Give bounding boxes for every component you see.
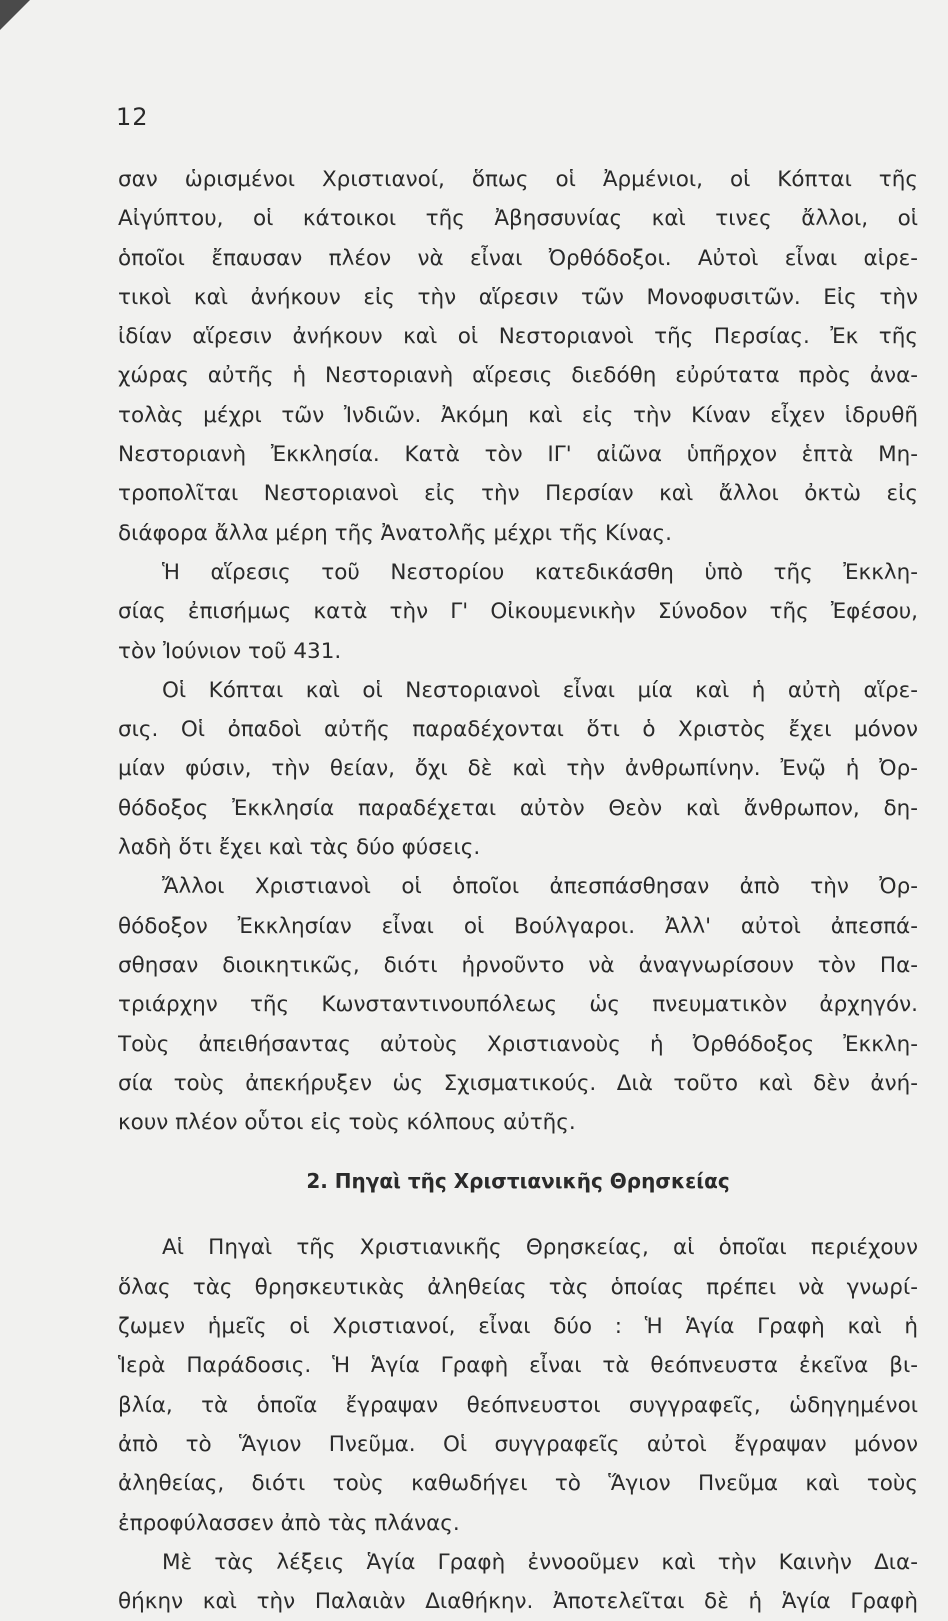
text-line: σθησαν διοικητικῶς, διότι ἠρνοῦντο νὰ ἀναγνωρίσουν τὸν Πα-: [118, 952, 918, 978]
text-line: Τοὺς ἀπειθήσαντας αὐτοὺς Χριστιανοὺς ἡ Ὀρθόδοξος Ἐκκλη-: [118, 1031, 918, 1057]
text-line: σίας ἐπισήμως κατὰ τὴν Γ' Οἰκουμενικὴν Σύνοδον τῆς Ἐφέσου,: [118, 599, 918, 625]
body-text-section-1: [118, 160, 918, 1142]
text-line: ἰδίαν αἵρεσιν ἀνήκουν καὶ οἱ Νεστοριανοὶ τῆς Περσίας. Ἐκ τῆς: [118, 324, 918, 350]
text-line: σαν ὡρισμένοι Χριστιανοί, ὅπως οἱ Ἀρμένιοι, οἱ Κόπται τῆς: [118, 167, 918, 192]
text-line: ὁποῖοι ἔπαυσαν πλέον νὰ εἶναι Ὀρθόδοξοι. Αὐτοὶ εἶναι αἱρε-: [118, 245, 918, 271]
text-line: Αἱ Πηγαὶ τῆς Χριστιανικῆς Θρησκείας, αἱ ὁποῖαι περιέχουν: [162, 1235, 918, 1261]
text-line: τριάρχην τῆς Κωνσταντινουπόλεως ὡς πνευματικὸν ἀρχηγόν.: [118, 992, 918, 1018]
text-line: τολὰς μέχρι τῶν Ἰνδιῶν. Ἀκόμη καὶ εἰς τὴν Κίναν εἶχεν ἱδρυθῆ: [118, 402, 918, 428]
text-line: Νεστοριανὴ Ἐκκλησία. Κατὰ τὸν ΙΓ' αἰῶνα ὑπῆρχον ἑπτὰ Μη-: [118, 442, 918, 468]
text-line: ζωμεν ἡμεῖς οἱ Χριστιανοί, εἶναι δύο : Ἡ Ἁγία Γραφὴ καὶ ἡ: [118, 1314, 918, 1340]
text-line: Ἄλλοι Χριστιανοὶ οἱ ὁποῖοι ἀπεσπάσθησαν ἀπὸ τὴν Ὀρ-: [162, 874, 918, 900]
text-line: ἐπροφύλασσεν ἀπὸ τὰς πλάνας.: [118, 1510, 460, 1536]
text-line: θόδοξος Ἐκκλησία παραδέχεται αὐτὸν Θεὸν καὶ ἄνθρωπον, δη-: [118, 795, 918, 821]
text-line: ὅλας τὰς θρησκευτικὰς ἀληθείας τὰς ὁποίας πρέπει νὰ γνωρί-: [118, 1274, 918, 1300]
text-line: ἀπὸ τὸ Ἅγιον Πνεῦμα. Οἱ συγγραφεῖς αὐτοὶ ἔγραψαν μόνον: [118, 1431, 918, 1457]
text-line: λαδὴ ὅτι ἔχει καὶ τὰς δύο φύσεις.: [118, 835, 481, 861]
text-line: τικοὶ καὶ ἀνήκουν εἰς τὴν αἵρεσιν τῶν Μονοφυσιτῶν. Εἰς τὴν: [118, 284, 918, 310]
text-line: ἀληθείας, διότι τοὺς καθωδήγει τὸ Ἅγιον Πνεῦμα καὶ τοὺς: [118, 1471, 918, 1497]
text-line: μίαν φύσιν, τὴν θείαν, ὄχι δὲ καὶ τὴν ἀνθρωπίνην. Ἐνῷ ἡ Ὀρ-: [118, 756, 918, 782]
text-line: διάφορα ἄλλα μέρη τῆς Ἀνατολῆς μέχρι τῆς Κίνας.: [118, 520, 672, 546]
text-line: τροπολῖται Νεστοριανοὶ εἰς τὴν Περσίαν καὶ ἄλλοι ὀκτὼ εἰς: [118, 481, 918, 507]
text-line: Αἰγύπτου, οἱ κάτοικοι τῆς Ἀβησσυνίας καὶ τινες ἄλλοι, οἱ: [118, 206, 918, 232]
text-line: σία τοὺς ἀπεκήρυξεν ὡς Σχισματικούς. Διὰ τοῦτο καὶ δὲν ἀνή-: [118, 1070, 918, 1096]
body-text-section-2: [118, 1228, 918, 1621]
text-line: Οἱ Κόπται καὶ οἱ Νεστοριανοὶ εἶναι μία καὶ ἡ αὐτὴ αἵρε-: [162, 677, 918, 703]
page-number: 12: [116, 103, 149, 131]
text-line: χώρας αὐτῆς ἡ Νεστοριανὴ αἵρεσις διεδόθη εὐρύτατα πρὸς ἀνα-: [118, 363, 918, 389]
page-body: [118, 160, 918, 1621]
scan-corner-mark: [0, 0, 30, 30]
text-line: σις. Οἱ ὀπαδοὶ αὐτῆς παραδέχονται ὅτι ὁ Χριστὸς ἔχει μόνον: [118, 717, 918, 743]
text-line: θήκην καὶ τὴν Παλαιὰν Διαθήκην. Ἀποτελεῖται δὲ ἡ Ἁγία Γραφὴ: [118, 1589, 918, 1615]
text-line: τὸν Ἰούνιον τοῦ 431.: [118, 638, 342, 664]
text-line: βλία, τὰ ὁποῖα ἔγραψαν θεόπνευστοι συγγραφεῖς, ὡδηγημένοι: [118, 1392, 918, 1418]
text-line: Μὲ τὰς λέξεις Ἁγία Γραφὴ ἐννοοῦμεν καὶ τὴν Καινὴν Δια-: [162, 1549, 918, 1575]
text-line: Ἱερὰ Παράδοσις. Ἡ Ἁγία Γραφὴ εἶναι τὰ θεόπνευστα ἐκεῖνα βι-: [118, 1353, 918, 1379]
text-line: κουν πλέον οὗτοι εἰς τοὺς κόλπους αὐτῆς.: [118, 1110, 576, 1136]
text-line: Ἡ αἵρεσις τοῦ Νεστορίου κατεδικάσθη ὑπὸ τῆς Ἐκκλη-: [162, 559, 918, 585]
section-heading: 2. Πηγαὶ τῆς Χριστιανικῆς Θρησκείας: [306, 1169, 730, 1194]
text-line: θόδοξον Ἐκκλησίαν εἶναι οἱ Βούλγαροι. Ἀλλ' αὐτοὶ ἀπεσπά-: [118, 913, 918, 939]
